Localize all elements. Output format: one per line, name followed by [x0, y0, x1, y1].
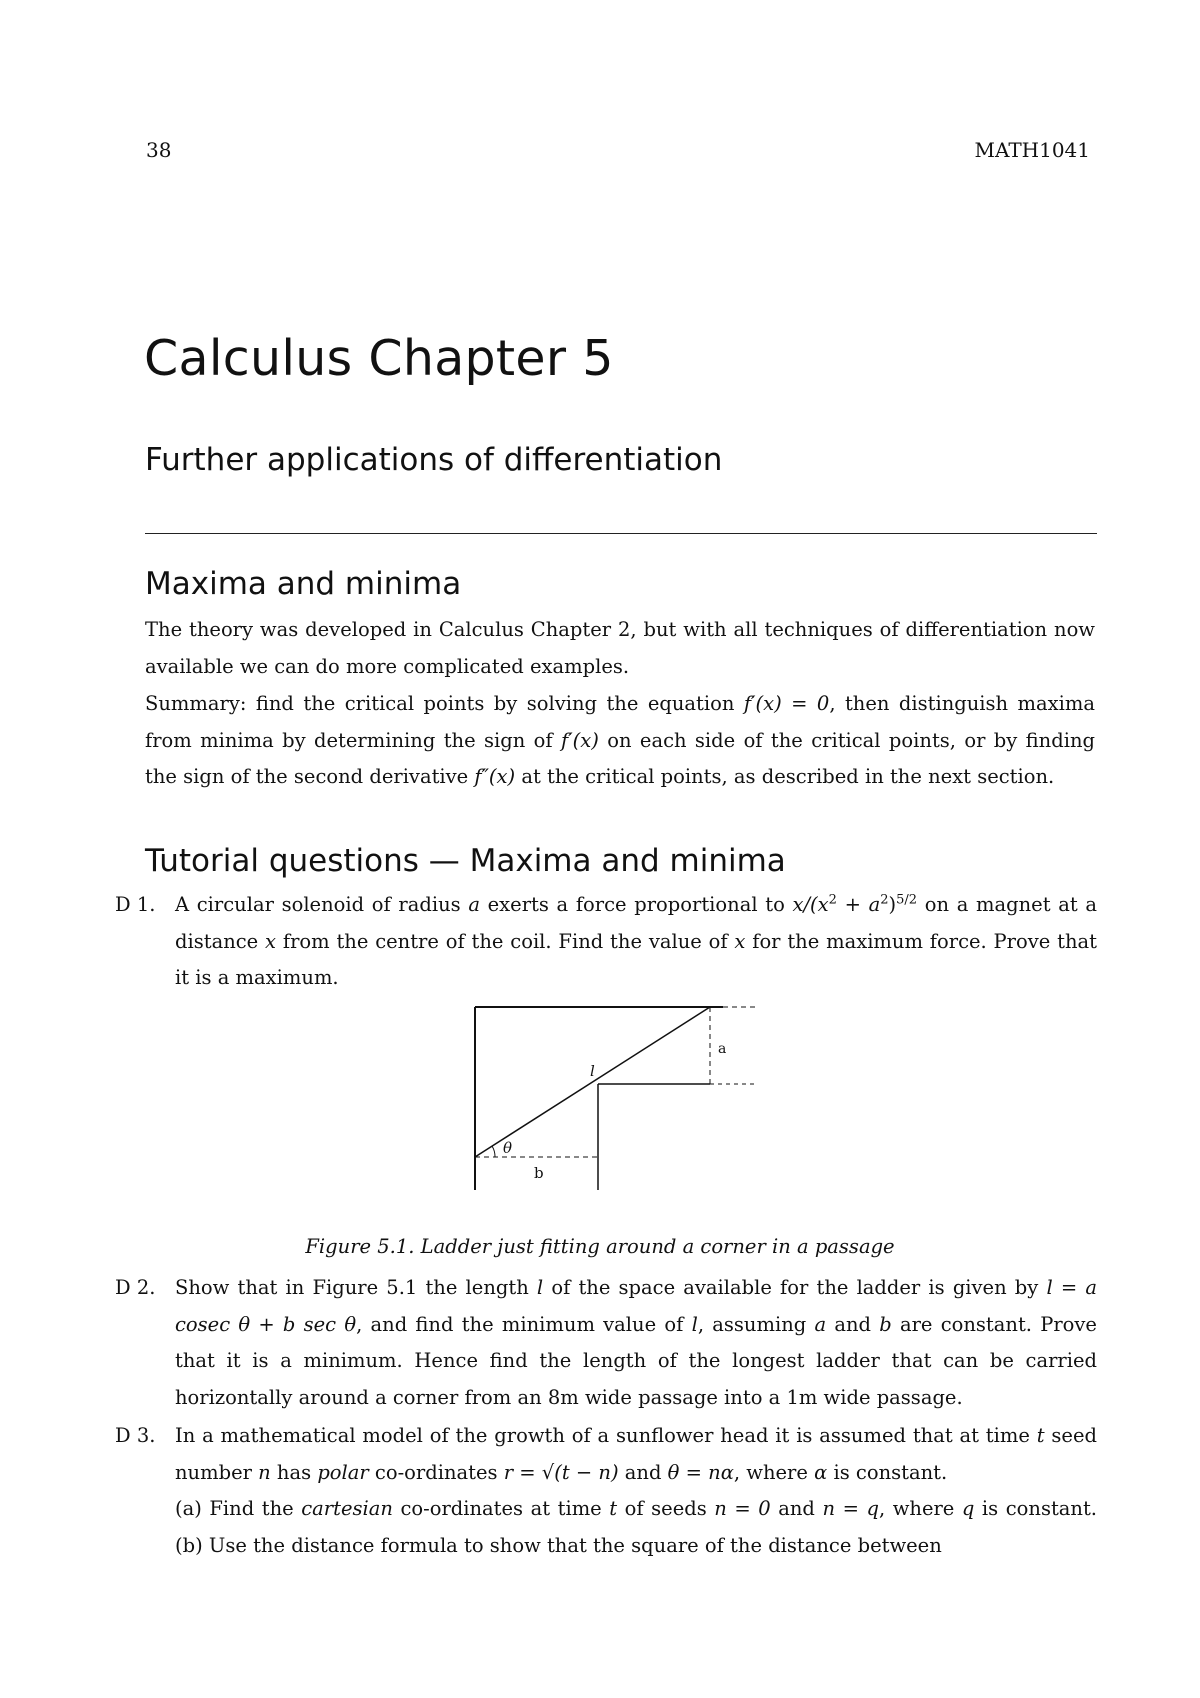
- question-paragraph: [175, 1418, 1097, 1491]
- math-expression: a: [468, 893, 480, 916]
- label-l: l: [590, 1062, 595, 1080]
- angle-arc: [492, 1146, 495, 1157]
- question-text-run: , assuming: [697, 1312, 815, 1336]
- question-text-run: and: [618, 1460, 668, 1484]
- question-label: D 2.: [115, 1276, 156, 1299]
- question-text-run: co-ordinates at time: [392, 1497, 610, 1520]
- divider: [145, 533, 1097, 534]
- math-expression: l: [691, 1312, 698, 1336]
- question-text-run: of the space available for the ladder is given by: [543, 1276, 1047, 1299]
- section-heading-tutorial: Tutorial questions — Maxima and minima: [145, 843, 786, 879]
- question-label: D 1.: [115, 893, 156, 916]
- question-text-run: are constant. Prove that it is a minimum. Hence find the length of the longest ladder that can be carried horizontally around a corner from an 8m wide passage into a 1m wide passage.: [175, 1312, 1097, 1409]
- math-expression: x/(x: [792, 893, 829, 916]
- question-text-run: exerts a force proportional to: [479, 893, 793, 916]
- math-expression: ): [888, 893, 897, 916]
- ladder-figure: [455, 995, 800, 1210]
- summary-text: on each side of the critical points, or by finding the sign of the second derivative: [145, 728, 1095, 788]
- emphasis: cartesian: [301, 1497, 393, 1520]
- question-text-run: from the centre of the coil. Find the value of: [276, 929, 735, 953]
- math-expression: t: [1036, 1424, 1045, 1447]
- math-expression: r = √(t − n): [503, 1460, 619, 1484]
- section-heading-maxima-minima: Maxima and minima: [145, 566, 462, 602]
- question-text-run: , and find the minimum value of: [356, 1312, 692, 1336]
- summary-text: , then distinguish maxima from minima by determining the sign of: [145, 692, 1095, 752]
- math-expression: f″(x): [474, 765, 516, 788]
- math-expression: l: [536, 1276, 544, 1299]
- math-expression: t: [609, 1497, 618, 1520]
- label-a: a: [718, 1041, 727, 1057]
- summary-paragraph: [145, 686, 1095, 796]
- question-text-run: has: [270, 1460, 318, 1484]
- question-label: D 3.: [115, 1424, 156, 1447]
- math-expression: θ = nα: [667, 1460, 734, 1484]
- course-code: MATH1041: [974, 138, 1090, 162]
- summary-text: Summary: find the critical points by solving the equation: [145, 692, 744, 715]
- math-superscript: 2: [828, 892, 837, 908]
- question-d2: [115, 1270, 1097, 1416]
- math-expression: f′(x) = 0: [743, 692, 830, 715]
- emphasis: polar: [317, 1460, 369, 1484]
- math-expression: l = a cosec θ + b sec θ: [175, 1276, 1097, 1336]
- question-text-run: (a) Find the: [175, 1497, 302, 1520]
- math-expression: f′(x): [561, 728, 599, 752]
- question-paragraph: [175, 1491, 1097, 1564]
- intro-paragraph: The theory was developed in Calculus Chapter 2, but with all techniques of differentiation now available we can do more complicated examples.: [145, 618, 1095, 678]
- math-superscript: 2: [880, 892, 889, 908]
- question-text-run: In a mathematical model of the growth of a sunflower head it is assumed that at time: [175, 1424, 1037, 1447]
- question-text-run: is constant. (b) Use the distance formula to show that the square of the distance between: [175, 1497, 1098, 1557]
- math-expression: n = 0: [714, 1497, 771, 1520]
- math-expression: n = q: [822, 1497, 879, 1520]
- question-text-run: , where: [733, 1460, 815, 1484]
- math-expression: + a: [836, 893, 881, 916]
- math-expression: q: [961, 1497, 975, 1520]
- ladder-diagram: [455, 995, 800, 1210]
- question-text-run: on a magnet at a distance: [175, 893, 1097, 953]
- page-number: 38: [146, 138, 172, 162]
- question-text: [175, 1418, 1097, 1564]
- figure-caption: Figure 5.1. Ladder just fitting around a corner in a passage: [305, 1235, 895, 1258]
- math-expression: n: [258, 1460, 271, 1484]
- math-expression: a: [814, 1312, 827, 1336]
- question-text-run: of seeds: [617, 1497, 715, 1520]
- question-d1: [115, 887, 1097, 997]
- question-text-run: and: [770, 1497, 823, 1520]
- chapter-title: Calculus Chapter 5: [144, 330, 614, 387]
- math-superscript: 5/2: [896, 892, 918, 908]
- math-expression: x: [265, 929, 277, 953]
- question-text: [175, 887, 1097, 997]
- chapter-subtitle: Further applications of differentiation: [145, 442, 723, 478]
- summary-text: at the critical points, as described in the next section.: [515, 765, 1055, 788]
- question-text-run: A circular solenoid of radius: [175, 893, 469, 916]
- ladder-line: [475, 1007, 710, 1157]
- label-theta: θ: [503, 1139, 513, 1157]
- label-b: b: [534, 1164, 544, 1182]
- math-expression: x: [734, 929, 746, 953]
- question-text-run: for the maximum force. Prove that it is a maximum.: [175, 929, 1097, 989]
- question-text-run: Show that in Figure 5.1 the length: [175, 1276, 537, 1299]
- question-text-run: is constant.: [827, 1460, 948, 1484]
- question-text-run: co-ordinates: [368, 1460, 504, 1484]
- question-text-run: and: [826, 1312, 880, 1336]
- math-expression: b: [879, 1312, 892, 1336]
- question-text: [175, 1270, 1097, 1416]
- question-text-run: , where: [878, 1497, 962, 1520]
- math-expression: α: [814, 1460, 828, 1484]
- question-d3: [115, 1418, 1097, 1564]
- question-text-run: seed number: [175, 1424, 1097, 1484]
